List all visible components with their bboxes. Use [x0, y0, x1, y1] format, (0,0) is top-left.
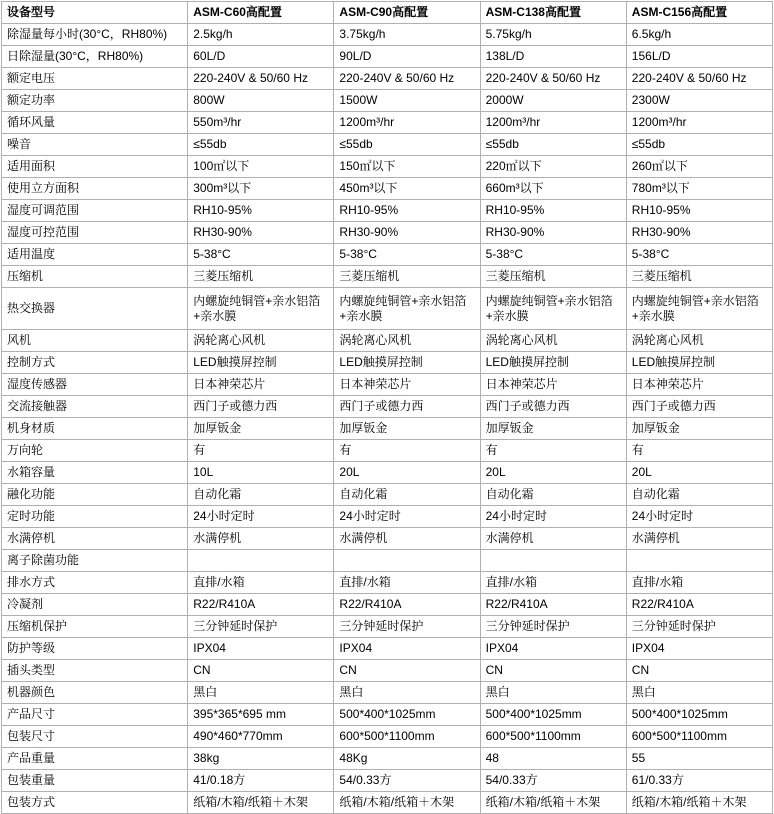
row-value: CN	[188, 660, 334, 682]
row-value: 日本神荣芯片	[334, 374, 480, 396]
row-value: ≤55db	[334, 134, 480, 156]
row-value	[188, 550, 334, 572]
table-row	[2, 90, 773, 112]
table-row	[2, 440, 773, 462]
row-value: 2000W	[480, 90, 626, 112]
row-value: 54/0.33方	[334, 770, 480, 792]
row-label: 包装重量	[2, 770, 188, 792]
table-row	[2, 550, 773, 572]
table-row	[2, 528, 773, 550]
row-label: 插头类型	[2, 660, 188, 682]
row-value: 550m³/hr	[188, 112, 334, 134]
row-value: 直排/水箱	[188, 572, 334, 594]
row-label: 机身材质	[2, 418, 188, 440]
row-label: 控制方式	[2, 352, 188, 374]
table-row	[2, 200, 773, 222]
row-value: 5-38°C	[334, 244, 480, 266]
table-row	[2, 68, 773, 90]
table-row	[2, 770, 773, 792]
row-value: 黑白	[188, 682, 334, 704]
row-value: 纸箱/木箱/纸箱＋木架	[188, 792, 334, 814]
row-label: 包装尺寸	[2, 726, 188, 748]
row-label: 压缩机	[2, 266, 188, 288]
row-value: 24小时定时	[480, 506, 626, 528]
row-value: 三菱压缩机	[334, 266, 480, 288]
row-value: IPX04	[480, 638, 626, 660]
table-row	[2, 506, 773, 528]
table-row	[2, 726, 773, 748]
row-label: 离子除菌功能	[2, 550, 188, 572]
row-value: CN	[334, 660, 480, 682]
row-value: 6.5kg/h	[626, 24, 772, 46]
row-value: 三分钟延时保护	[626, 616, 772, 638]
row-value: 三分钟延时保护	[188, 616, 334, 638]
row-value: 500*400*1025mm	[334, 704, 480, 726]
table-row	[2, 616, 773, 638]
row-value: LED触摸屏控制	[480, 352, 626, 374]
row-value: 有	[626, 440, 772, 462]
row-value: 加厚钣金	[188, 418, 334, 440]
row-value: 48Kg	[334, 748, 480, 770]
table-row	[2, 418, 773, 440]
row-value: 纸箱/木箱/纸箱＋木架	[480, 792, 626, 814]
row-value: 1200m³/hr	[480, 112, 626, 134]
row-label: 湿度可调范围	[2, 200, 188, 222]
row-value: 220-240V & 50/60 Hz	[188, 68, 334, 90]
row-value: R22/R410A	[188, 594, 334, 616]
row-value: 自动化霜	[334, 484, 480, 506]
row-label: 机器颜色	[2, 682, 188, 704]
row-value: 纸箱/木箱/纸箱＋木架	[334, 792, 480, 814]
row-value: 5.75kg/h	[480, 24, 626, 46]
row-label: 额定电压	[2, 68, 188, 90]
row-value: 10L	[188, 462, 334, 484]
row-value: 1200m³/hr	[626, 112, 772, 134]
row-value: R22/R410A	[480, 594, 626, 616]
row-value: 1200m³/hr	[334, 112, 480, 134]
row-value: LED触摸屏控制	[188, 352, 334, 374]
row-label: 排水方式	[2, 572, 188, 594]
row-value: 780m³以下	[626, 178, 772, 200]
table-row	[2, 244, 773, 266]
table-header	[2, 2, 773, 24]
table-row	[2, 660, 773, 682]
row-value: 三菱压缩机	[626, 266, 772, 288]
row-value: 涡轮离心风机	[626, 330, 772, 352]
row-value: 41/0.18方	[188, 770, 334, 792]
row-label: 适用面积	[2, 156, 188, 178]
product-specification-table	[1, 1, 773, 814]
row-value: 直排/水箱	[334, 572, 480, 594]
row-value: 有	[480, 440, 626, 462]
row-value: RH10-95%	[188, 200, 334, 222]
row-value: 有	[188, 440, 334, 462]
row-value: 纸箱/木箱/纸箱＋木架	[626, 792, 772, 814]
row-value: 220-240V & 50/60 Hz	[334, 68, 480, 90]
row-value: R22/R410A	[626, 594, 772, 616]
row-value: CN	[480, 660, 626, 682]
table-row	[2, 374, 773, 396]
table-row	[2, 638, 773, 660]
row-value: 内螺旋纯铜管+亲水铝箔+亲水膜	[188, 288, 334, 330]
row-value: 3.75kg/h	[334, 24, 480, 46]
row-value: 20L	[626, 462, 772, 484]
row-value: 60L/D	[188, 46, 334, 68]
row-value: 260㎡以下	[626, 156, 772, 178]
row-value: 内螺旋纯铜管+亲水铝箔+亲水膜	[334, 288, 480, 330]
row-value: 有	[334, 440, 480, 462]
row-value: 直排/水箱	[480, 572, 626, 594]
row-value: 日本神荣芯片	[188, 374, 334, 396]
row-label: 交流接触器	[2, 396, 188, 418]
row-value	[480, 550, 626, 572]
table-row	[2, 792, 773, 814]
row-value: 220-240V & 50/60 Hz	[480, 68, 626, 90]
row-value: 日本神荣芯片	[626, 374, 772, 396]
row-label: 冷凝剂	[2, 594, 188, 616]
row-value: 24小时定时	[188, 506, 334, 528]
row-value: IPX04	[334, 638, 480, 660]
row-value: 直排/水箱	[626, 572, 772, 594]
row-value: 600*500*1100mm	[480, 726, 626, 748]
table-row	[2, 572, 773, 594]
row-value: RH10-95%	[334, 200, 480, 222]
row-value: 水满停机	[188, 528, 334, 550]
row-label: 万向轮	[2, 440, 188, 462]
row-value: R22/R410A	[334, 594, 480, 616]
row-value: RH30-90%	[626, 222, 772, 244]
row-value: 三菱压缩机	[480, 266, 626, 288]
row-value: 加厚钣金	[626, 418, 772, 440]
row-value: 156L/D	[626, 46, 772, 68]
table-row	[2, 288, 773, 330]
row-value: 水满停机	[480, 528, 626, 550]
row-value: 三分钟延时保护	[480, 616, 626, 638]
row-value: 2300W	[626, 90, 772, 112]
row-value: LED触摸屏控制	[334, 352, 480, 374]
row-value	[334, 550, 480, 572]
row-value: 西门子或德力西	[188, 396, 334, 418]
row-value: ≤55db	[480, 134, 626, 156]
row-value: 660m³以下	[480, 178, 626, 200]
table-row	[2, 462, 773, 484]
row-value: RH30-90%	[480, 222, 626, 244]
row-value: 500*400*1025mm	[480, 704, 626, 726]
row-value: RH10-95%	[626, 200, 772, 222]
row-label: 产品重量	[2, 748, 188, 770]
row-value: 800W	[188, 90, 334, 112]
row-value: IPX04	[626, 638, 772, 660]
row-value: 38kg	[188, 748, 334, 770]
table-row	[2, 330, 773, 352]
row-value: 黑白	[626, 682, 772, 704]
table-body	[2, 24, 773, 814]
header-cell-model: 设备型号	[2, 2, 188, 24]
header-cell-c138: ASM-C138高配置	[480, 2, 626, 24]
row-label: 包装方式	[2, 792, 188, 814]
table-header-row	[2, 2, 773, 24]
row-value: IPX04	[188, 638, 334, 660]
row-label: 水箱容量	[2, 462, 188, 484]
header-cell-c60: ASM-C60高配置	[188, 2, 334, 24]
row-value: ≤55db	[626, 134, 772, 156]
row-value: 220-240V & 50/60 Hz	[626, 68, 772, 90]
row-label: 融化功能	[2, 484, 188, 506]
row-label: 水满停机	[2, 528, 188, 550]
row-value: 涡轮离心风机	[480, 330, 626, 352]
row-value: 2.5kg/h	[188, 24, 334, 46]
row-label: 适用温度	[2, 244, 188, 266]
row-value: 61/0.33方	[626, 770, 772, 792]
row-value: 90L/D	[334, 46, 480, 68]
row-label: 湿度传感器	[2, 374, 188, 396]
row-value: 100㎡以下	[188, 156, 334, 178]
row-value: 加厚钣金	[334, 418, 480, 440]
row-value: 450m³以下	[334, 178, 480, 200]
row-value: 20L	[480, 462, 626, 484]
table-row	[2, 112, 773, 134]
row-value: 5-38°C	[480, 244, 626, 266]
header-cell-c156: ASM-C156高配置	[626, 2, 772, 24]
row-label: 噪音	[2, 134, 188, 156]
row-value: 138L/D	[480, 46, 626, 68]
table-row	[2, 24, 773, 46]
row-value: 内螺旋纯铜管+亲水铝箔+亲水膜	[480, 288, 626, 330]
row-value: 三菱压缩机	[188, 266, 334, 288]
row-value: 自动化霜	[480, 484, 626, 506]
table-row	[2, 222, 773, 244]
row-value: 150㎡以下	[334, 156, 480, 178]
row-value: 20L	[334, 462, 480, 484]
row-value: 600*500*1100mm	[626, 726, 772, 748]
row-value: 600*500*1100mm	[334, 726, 480, 748]
row-value: 三分钟延时保护	[334, 616, 480, 638]
header-cell-c90: ASM-C90高配置	[334, 2, 480, 24]
table-row	[2, 352, 773, 374]
row-value: LED触摸屏控制	[626, 352, 772, 374]
row-value: 24小时定时	[334, 506, 480, 528]
table-row	[2, 704, 773, 726]
row-value: 55	[626, 748, 772, 770]
row-value: 54/0.33方	[480, 770, 626, 792]
row-value: RH10-95%	[480, 200, 626, 222]
row-label: 定时功能	[2, 506, 188, 528]
row-value: 1500W	[334, 90, 480, 112]
table-row	[2, 748, 773, 770]
row-value: 西门子或德力西	[334, 396, 480, 418]
row-value: 5-38°C	[188, 244, 334, 266]
row-value: 500*400*1025mm	[626, 704, 772, 726]
table-row	[2, 134, 773, 156]
row-label: 防护等级	[2, 638, 188, 660]
row-label: 热交换器	[2, 288, 188, 330]
row-label: 产品尺寸	[2, 704, 188, 726]
row-value: 24小时定时	[626, 506, 772, 528]
row-value: 水满停机	[334, 528, 480, 550]
row-value: 自动化霜	[188, 484, 334, 506]
row-value: 西门子或德力西	[626, 396, 772, 418]
row-value: 涡轮离心风机	[334, 330, 480, 352]
table-row	[2, 46, 773, 68]
row-value: CN	[626, 660, 772, 682]
row-value: 水满停机	[626, 528, 772, 550]
row-value: 300m³以下	[188, 178, 334, 200]
row-label: 日除湿量(30°C，RH80%)	[2, 46, 188, 68]
row-value: 220㎡以下	[480, 156, 626, 178]
table-row	[2, 682, 773, 704]
row-value: ≤55db	[188, 134, 334, 156]
row-value: 加厚钣金	[480, 418, 626, 440]
table-row	[2, 594, 773, 616]
row-value: 5-38°C	[626, 244, 772, 266]
row-label: 湿度可控范围	[2, 222, 188, 244]
row-value: 自动化霜	[626, 484, 772, 506]
table-row	[2, 266, 773, 288]
row-label: 额定功率	[2, 90, 188, 112]
row-label: 使用立方面积	[2, 178, 188, 200]
row-value	[626, 550, 772, 572]
row-value: 涡轮离心风机	[188, 330, 334, 352]
row-value: 490*460*770mm	[188, 726, 334, 748]
row-value: 395*365*695 mm	[188, 704, 334, 726]
row-value: 黑白	[334, 682, 480, 704]
table-row	[2, 484, 773, 506]
row-value: 西门子或德力西	[480, 396, 626, 418]
row-value: RH30-90%	[188, 222, 334, 244]
row-value: 48	[480, 748, 626, 770]
row-value: 黑白	[480, 682, 626, 704]
row-label: 风机	[2, 330, 188, 352]
row-value: RH30-90%	[334, 222, 480, 244]
row-value: 日本神荣芯片	[480, 374, 626, 396]
row-label: 除湿量每小时(30°C，RH80%)	[2, 24, 188, 46]
table-row	[2, 156, 773, 178]
row-label: 循环风量	[2, 112, 188, 134]
row-label: 压缩机保护	[2, 616, 188, 638]
table-row	[2, 396, 773, 418]
row-value: 内螺旋纯铜管+亲水铝箔+亲水膜	[626, 288, 772, 330]
table-row	[2, 178, 773, 200]
